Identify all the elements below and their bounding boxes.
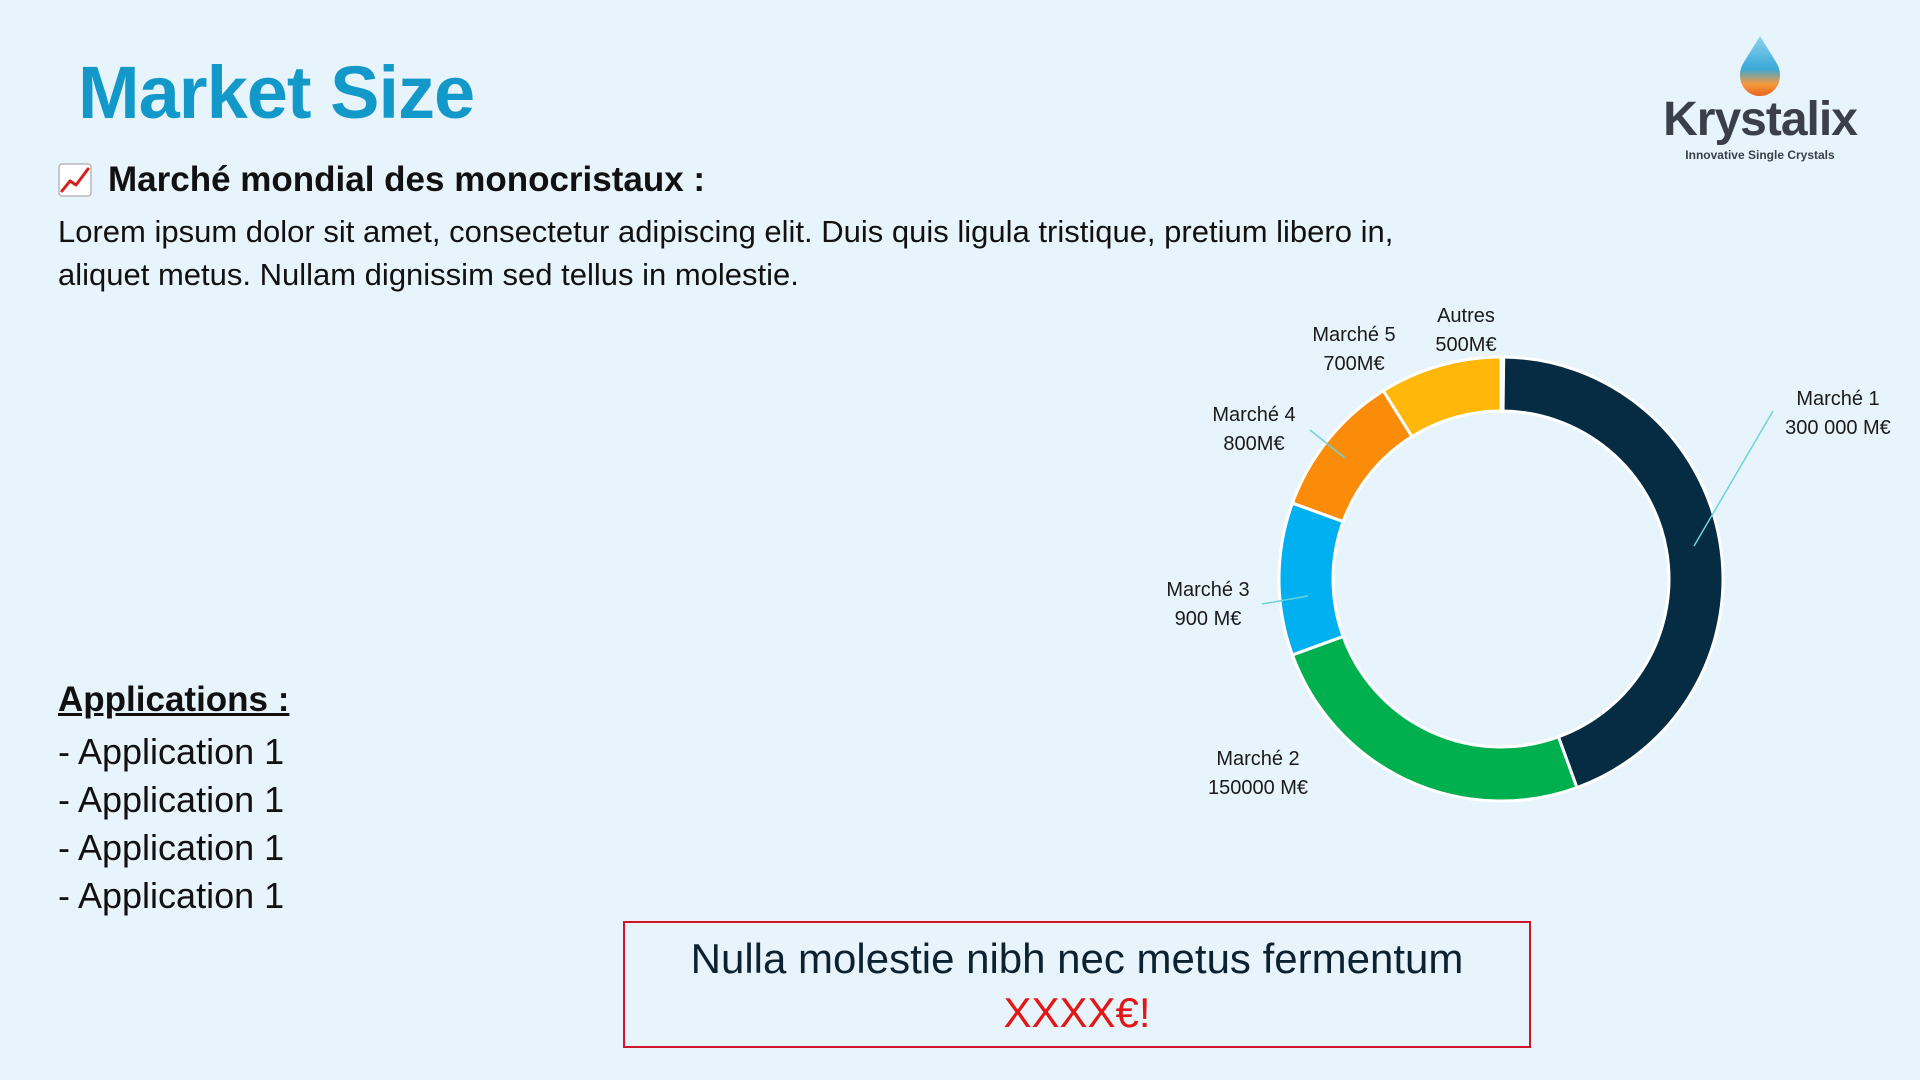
donut-slice-3 [1279,503,1343,655]
donut-slice-1 [1501,357,1723,788]
slice-value-label: 800M€ [1223,433,1285,455]
slice-value-label: 700M€ [1323,353,1385,375]
application-item: - Application 1 [58,779,285,820]
application-item: - Application 1 [58,875,285,916]
slice-value-label: 150000 M€ [1207,777,1309,799]
slice-category-label: Marché 5 [1312,324,1396,346]
logo-tagline: Innovative Single Crystals [1685,148,1835,162]
leader-line-1 [1694,411,1773,546]
slice-category-label: Marché 1 [1796,388,1880,410]
donut-slice-6 [1501,357,1504,411]
slice-category-label: Autres [1437,305,1495,327]
slice-value-label: 500M€ [1435,334,1497,356]
callout-text: Nulla molestie nibh nec metus fermentum [690,935,1464,982]
logo-name: Krystalix [1663,93,1857,146]
subtitle-text: Marché mondial des monocristaux : [108,160,706,199]
callout-amount: XXXX€! [1003,989,1151,1036]
slice-category-label: Marché 4 [1212,404,1296,426]
slice-value-label: 900 M€ [1174,608,1242,630]
slice-category-label: Marché 2 [1216,748,1300,770]
applications-title: Applications : [58,680,290,719]
slice-value-label: 300 000 M€ [1785,417,1891,439]
callout-box [623,921,1531,1048]
slide-title: Market Size [78,51,475,134]
slice-category-label: Marché 3 [1166,579,1250,601]
application-item: - Application 1 [58,731,285,772]
donut-slice-2 [1292,636,1577,801]
application-item: - Application 1 [58,827,285,868]
body-paragraph: Lorem ipsum dolor sit amet, consectetur adipiscing elit. Duis quis ligula tristique, pretium libero in, aliquet metus. Nullam dignissim sed tellus in molestie. [58,214,1394,292]
